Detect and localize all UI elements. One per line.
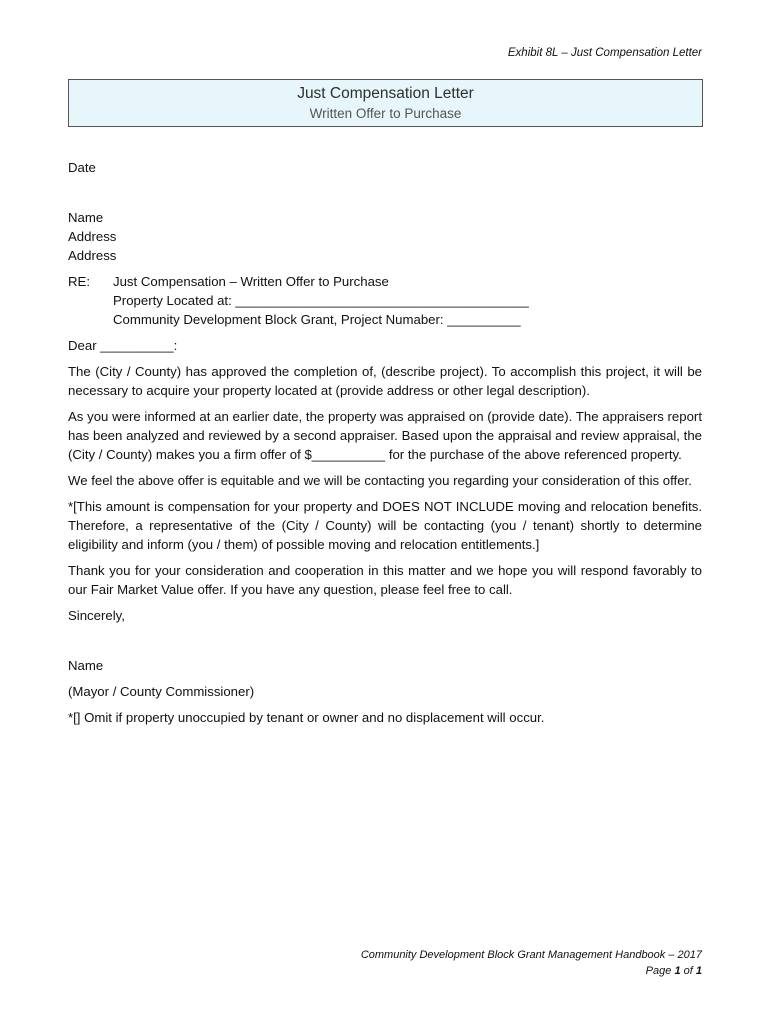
letter-body bbox=[68, 158, 702, 727]
document-subtitle: Written Offer to Purchase bbox=[309, 106, 462, 121]
page-footer bbox=[361, 947, 702, 979]
recipient-address-1: Address bbox=[68, 229, 117, 244]
page-label: Page bbox=[645, 965, 672, 977]
paragraph-appraisal: As you were informed at an earlier date, the property was appraised on (provide date). The appraisers report has been analyzed and reviewed by a second appraiser. Based upon the appraisal and review appraisal, the (City / County) makes you a firm offer of $__________ for the purchase of the above referenced property. bbox=[68, 409, 702, 462]
exhibit-header: Exhibit 8L – Just Compensation Letter bbox=[507, 47, 702, 59]
re-subject: Just Compensation – Written Offer to Purchase bbox=[113, 274, 389, 289]
paragraph-relocation: *[This amount is compensation for your property and DOES NOT INCLUDE moving and relocation benefits. Therefore, a representative of the (City / County) will be contacting (you / tenant) shortly to determine eligibility and inform (you / them) of possible moving and relocation entitlements.] bbox=[68, 499, 702, 552]
re-project: Community Development Block Grant, Project Numaber: __________ bbox=[113, 312, 521, 327]
re-block bbox=[68, 272, 702, 329]
page-current: 1 bbox=[674, 965, 681, 977]
paragraph-thanks: Thank you for your consideration and cooperation in this matter and we hope you will respond favorably to our Fair Market Value offer. If you have any question, please feel free to call. bbox=[68, 563, 702, 597]
signature-title: (Mayor / County Commissioner) bbox=[68, 684, 255, 699]
signature-name: Name bbox=[68, 658, 104, 673]
omit-note: *[] Omit if property unoccupied by tenant or owner and no displacement will occur. bbox=[68, 710, 545, 725]
salutation: Dear __________: bbox=[68, 338, 178, 353]
recipient-name: Name bbox=[68, 210, 104, 225]
recipient-address-2: Address bbox=[68, 248, 117, 263]
title-box bbox=[68, 79, 703, 127]
re-label: RE: bbox=[68, 274, 90, 289]
re-property: Property Located at: ________________________________________ bbox=[113, 293, 529, 308]
closing: Sincerely, bbox=[68, 608, 125, 623]
page-number bbox=[361, 963, 702, 979]
document-title: Just Compensation Letter bbox=[297, 85, 474, 102]
paragraph-approval: The (City / County) has approved the completion of, (describe project). To accomplish this project, it will be necessary to acquire your property located at (provide address or other legal description). bbox=[68, 364, 702, 398]
date-line: Date bbox=[68, 160, 96, 175]
page-of: of bbox=[683, 965, 693, 977]
page-total: 1 bbox=[695, 965, 702, 977]
handbook-title: Community Development Block Grant Management Handbook – 2017 bbox=[360, 949, 702, 961]
paragraph-equitable: We feel the above offer is equitable and we will be contacting you regarding your consideration of this offer. bbox=[68, 473, 692, 488]
